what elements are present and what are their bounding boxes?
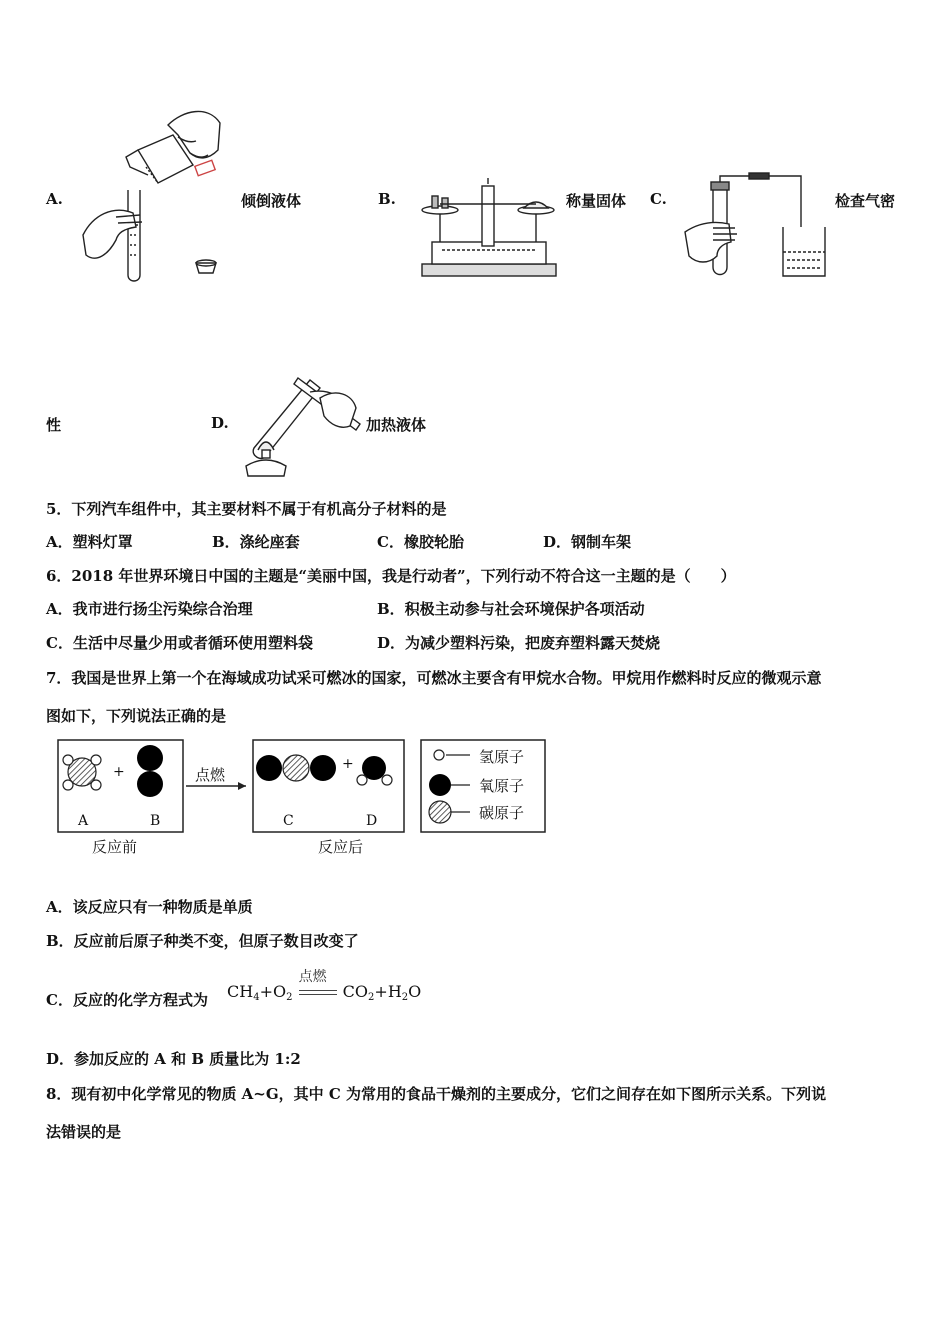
eq-sub-4: 4	[253, 992, 260, 1003]
before-caption: 反应前	[92, 838, 138, 856]
legend-hydrogen-label: 氢原子	[479, 748, 525, 766]
after-box	[253, 740, 404, 832]
option-c-text-continued: 性	[46, 416, 62, 434]
q8-stem-line-2: 法错误的是	[46, 1123, 122, 1141]
q7-option-c-prefix: C．反应的化学方程式为	[46, 991, 208, 1009]
eq-sub-2a: 2	[286, 992, 293, 1003]
eq-condition-text: 点燃	[298, 968, 327, 985]
label-d: D	[366, 813, 378, 829]
eq-line-2	[299, 994, 337, 995]
q7-option-a: A．该反应只有一种物质是单质	[46, 898, 253, 916]
eq-plus-h: +H	[374, 982, 402, 1001]
option-b-letter: B.	[378, 190, 396, 208]
eq-plus-o: +O	[259, 982, 287, 1001]
plus-sign-after: +	[342, 756, 354, 772]
q5-option-a: A．塑料灯罩	[46, 533, 133, 551]
option-d-text: 加热液体	[366, 416, 427, 434]
reaction-arrowhead	[238, 782, 246, 790]
before-box	[58, 740, 183, 832]
q7-stem-line-1: 7．我国是世界上第一个在海域成功试采可燃冰的国家，可燃冰主要含有甲烷水合物。甲烷用作燃料时反应的微观示意	[46, 669, 822, 687]
eq-sub-2c: 2	[401, 992, 409, 1003]
option-c-text: 检查气密	[835, 192, 896, 210]
q6-option-b: B．积极主动参与社会环境保护各项活动	[377, 600, 645, 618]
molecule-a-methane	[63, 755, 101, 790]
arrow-condition-label: 点燃	[195, 766, 226, 784]
q5-option-d: D．钢制车架	[543, 533, 632, 551]
q6-option-c: C．生活中尽量少用或者循环使用塑料袋	[46, 634, 313, 652]
eq-sub-2b: 2	[368, 992, 375, 1003]
q6-option-a: A．我市进行扬尘污染综合治理	[46, 600, 253, 618]
option-b-text: 称量固体	[566, 192, 627, 210]
option-d-letter: D.	[211, 414, 229, 432]
q7-option-b: B．反应前后原子种类不变，但原子数目改变了	[46, 932, 359, 950]
q6-stem: 6．2018 年世界环境日中国的主题是“美丽中国，我是行动者”，下列行动不符合这一主题的是（ ）	[46, 567, 736, 585]
eq-o: O	[408, 982, 422, 1001]
label-a: A	[78, 813, 89, 829]
eq-ch: CH	[227, 982, 254, 1001]
eq-line-1	[299, 990, 337, 991]
plus-sign-before: +	[113, 764, 125, 780]
q5-stem: 5．下列汽车组件中，其主要材料不属于有机高分子材料的是	[46, 500, 447, 518]
q8-stem-line-1: 8．现有初中化学常见的物质 A~G，其中 C 为常用的食品干燥剂的主要成分，它们之间存在如下图所示关系。下列说	[46, 1085, 827, 1103]
molecule-c-carbon-dioxide	[256, 755, 336, 781]
q6-option-d: D．为减少塑料污染，把废弃塑料露天焚烧	[377, 634, 661, 652]
q7-stem-line-2: 图如下，下列说法正确的是	[46, 707, 227, 725]
label-b: B	[150, 813, 161, 829]
option-a-letter: A.	[46, 190, 63, 208]
option-c-letter: C.	[650, 190, 667, 208]
q5-option-c: C．橡胶轮胎	[377, 533, 464, 551]
q5-option-b: B．涤纶座套	[212, 533, 300, 551]
q7-option-d: D．参加反应的 A 和 B 质量比为 1:2	[46, 1050, 301, 1068]
legend-oxygen-label: 氧原子	[479, 777, 525, 795]
q7-option-c-equation	[227, 968, 422, 1003]
legend-carbon-label: 碳原子	[479, 804, 525, 822]
eq-condition	[298, 968, 337, 1000]
after-caption: 反应后	[318, 838, 364, 856]
option-a-text: 倾倒液体	[241, 192, 302, 210]
label-c: C	[283, 813, 294, 829]
eq-co: CO	[342, 982, 369, 1001]
